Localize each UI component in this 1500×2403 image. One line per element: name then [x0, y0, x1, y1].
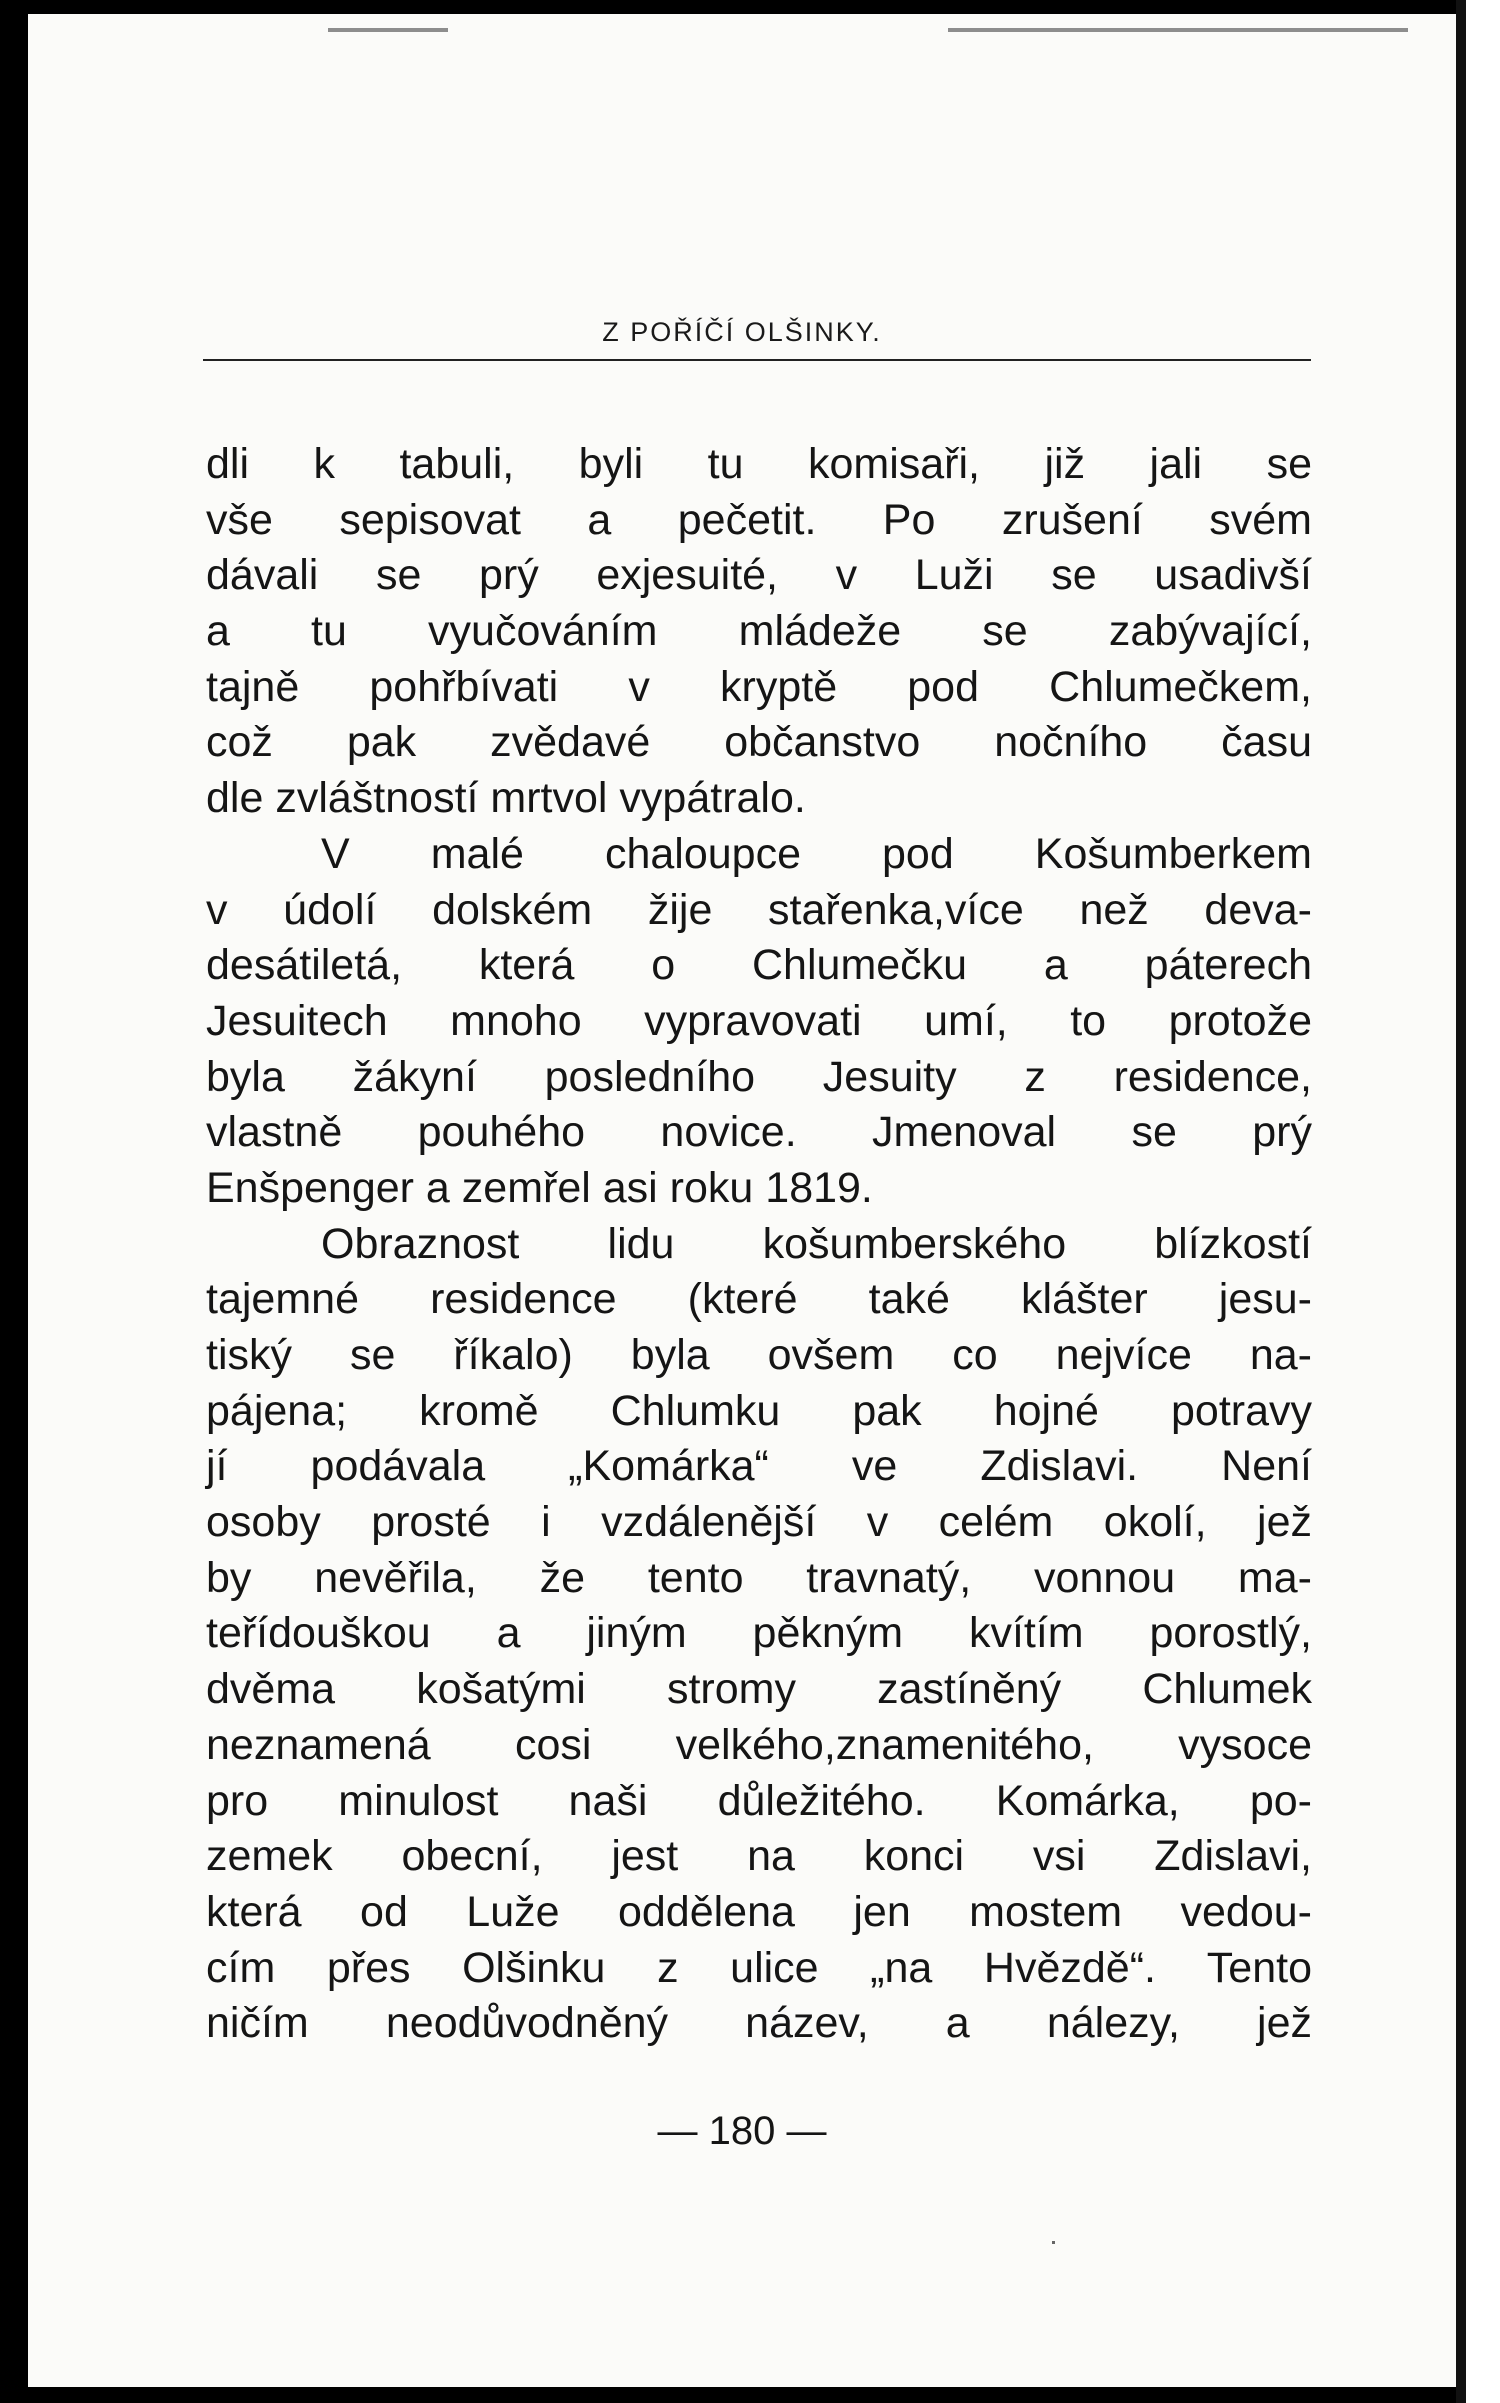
text-line: desátiletá, která o Chlumečku a páterech	[206, 941, 1312, 990]
page-edge-shadow	[1456, 0, 1466, 2403]
book-page	[28, 14, 1456, 2387]
text-line: V malé chaloupce pod Košumberkem	[321, 829, 1312, 878]
text-line: cím přes Olšinku z ulice „na Hvězdě“. Tento	[206, 1943, 1312, 1992]
text-line: tiský se říkalo) byla ovšem co nejvíce na-	[206, 1331, 1312, 1379]
scan-smudge	[948, 28, 1408, 32]
text-line: by nevěřila, že tento travnatý, vonnou ma-	[206, 1553, 1312, 1602]
text-line: a tu vyučováním mládeže se zabývající,	[206, 607, 1312, 656]
text-line: která od Luže oddělena jen mostem vedou-	[206, 1887, 1312, 1936]
scan-margin	[1456, 0, 1500, 2403]
text-line: dle zvláštností mrtvol vypátralo.	[206, 774, 806, 823]
text-line: pájena; kromě Chlumku pak hojné potravy	[206, 1386, 1312, 1435]
text-line: osoby prosté i vzdálenější v celém okolí, jež	[206, 1498, 1312, 1547]
text-line: ničím neodůvodněný název, a nálezy, jež	[206, 1999, 1312, 2048]
text-line: vlastně pouhého novice. Jmenoval se prý	[206, 1108, 1312, 1157]
scan-smudge	[328, 28, 448, 32]
text-line: neznamená cosi velkého,znamenitého, vysoce	[206, 1720, 1312, 1769]
text-line: což pak zvědavé občanstvo nočního času	[206, 718, 1312, 767]
text-line: tajně pohřbívati v kryptě pod Chlumečkem,	[206, 662, 1312, 711]
body-text	[206, 437, 1312, 2052]
scan-speck	[1052, 2241, 1055, 2244]
text-line: teřídouškou a jiným pěkným kvítím porostlý,	[206, 1609, 1312, 1658]
text-line: Obraznost lidu košumberského blízkostí	[321, 1219, 1312, 1268]
text-line: v údolí dolském žije stařenka,více než deva-	[206, 885, 1312, 934]
text-line: zemek obecní, jest na konci vsi Zdislavi,	[206, 1832, 1312, 1881]
text-line: vše sepisovat a pečetit. Po zrušení svém	[206, 495, 1312, 544]
running-head: Z POŘÍČÍ OLŠINKY.	[602, 317, 882, 347]
page-number: — 180 —	[657, 2109, 827, 2153]
text-line: dávali se prý exjesuité, v Luži se usadivší	[206, 551, 1312, 600]
text-line: byla žákyní posledního Jesuity z residence,	[206, 1052, 1312, 1101]
text-line: Jesuitech mnoho vypravovati umí, to protože	[206, 996, 1312, 1045]
text-line: dvěma košatými stromy zastíněný Chlumek	[206, 1665, 1312, 1714]
text-line: pro minulost naši důležitého. Komárka, po-	[206, 1776, 1312, 1825]
text-line: tajemné residence (které také klášter jesu-	[206, 1275, 1312, 1324]
header-rule	[203, 359, 1311, 361]
text-line: dli k tabuli, byli tu komisaři, již jali se	[206, 440, 1312, 488]
text-line: jí podávala „Komárka“ ve Zdislavi. Není	[206, 1442, 1312, 1491]
text-line: Enšpenger a zemřel asi roku 1819.	[206, 1163, 873, 1212]
